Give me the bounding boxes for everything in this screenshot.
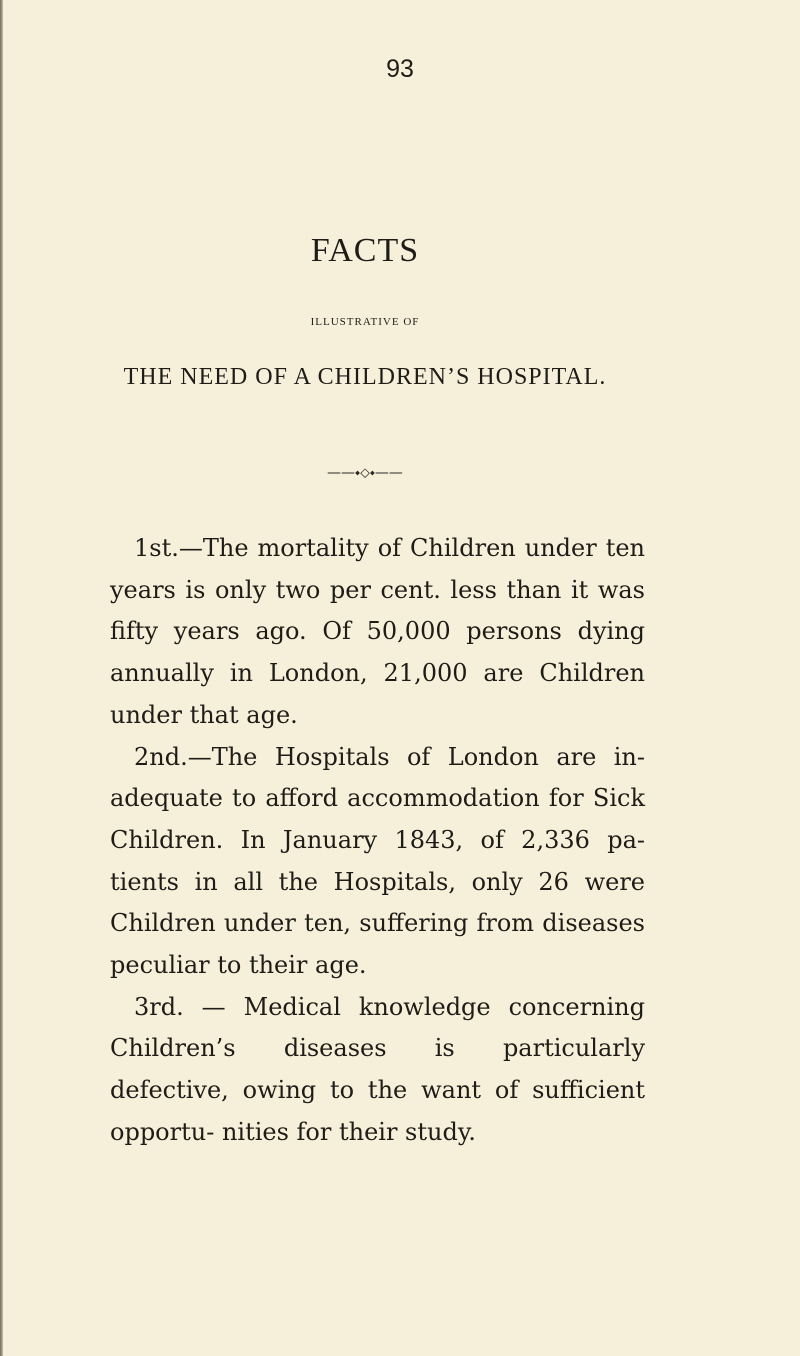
fact-paragraph-2: 2nd.—The Hospitals of London are in- adequate to afford accommodation for Sick Children. In January 1843, of 2,336 pa- tients in all the Hospitals, only 26 were Children under ten, suffering from diseases peculiar to their age.	[110, 742, 645, 980]
subtitle-small: ILLUSTRATIVE OF	[310, 316, 420, 328]
page-number: 93	[386, 55, 414, 83]
ornament-divider: ——⬩⬦⬩——	[327, 465, 403, 481]
subtitle-main: THE NEED OF A CHILDREN’S HOSPITAL.	[123, 364, 607, 390]
page-title: FACTS	[310, 232, 420, 269]
facts-list	[110, 528, 645, 1154]
fact-paragraph-1: 1st.—The mortality of Children under ten years is only two per cent. less than it was fifty years ago. Of 50,000 persons dying annually in London, 21,000 are Children under that age.	[110, 534, 645, 729]
fact-paragraph-3: 3rd. — Medical knowledge concerning Children’s diseases is particularly defective, owing to the want of sufficient opportu- nities for their study.	[110, 992, 645, 1146]
